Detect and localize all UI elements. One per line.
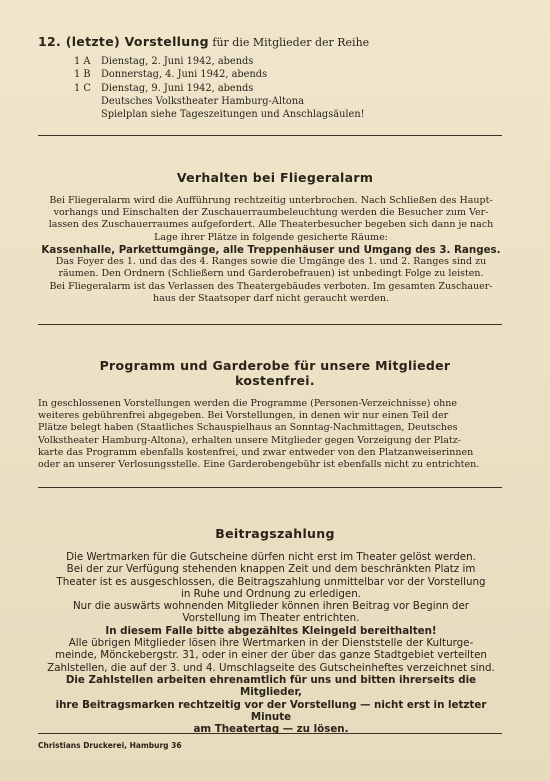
air-raid-title: Verhalten bei Fliegeralarm xyxy=(176,170,374,185)
performance-code: 1 B xyxy=(74,69,91,81)
divider xyxy=(38,324,502,325)
text-line: lassen des Zuschauerraumes aufgefordert. Alle Theaterbesucher begeben sich dann je nach xyxy=(48,219,494,231)
text-line: Lage ihrer Plätze in folgende gesicherte Räume: xyxy=(154,231,388,243)
text-line: meinde, Mönckebergstr. 31, oder in einer der über das ganze Stadtgebiet verteilten xyxy=(55,649,487,662)
text-line: ihre Beitragsmarken rechtzeitig vor der Vorstellung — nicht erst in letzter Minute xyxy=(55,698,487,723)
performance-code: 1 A xyxy=(74,56,91,67)
air-raid-text xyxy=(38,195,504,305)
text-line: Alle übrigen Mitglieder lösen ihre Wertmarken in der Dienststelle der Kulturge- xyxy=(68,637,474,650)
performance-date: Dienstag, 9. Juni 1942, abends xyxy=(101,82,254,94)
text-line: haus der Staatsoper darf nicht geraucht werden. xyxy=(152,292,390,304)
performance-date: Dienstag, 2. Juni 1942, abends xyxy=(101,56,254,67)
text-line: Nur die auswärts wohnenden Mitglieder können ihren Beitrag vor Beginn der xyxy=(72,600,470,613)
text-line: Zahlstellen, die auf der 3. und 4. Umschlagseite des Gutscheinheftes verzeichnet sind. xyxy=(47,661,495,674)
divider xyxy=(38,135,502,136)
text-line: Bei Fliegeralarm wird die Aufführung rechtzeitig unterbrochen. Nach Schließen des Haupt- xyxy=(49,195,493,206)
payment-title: Beitragszahlung xyxy=(215,526,335,541)
kleingeld-emphasis: In diesem Falle bitte abgezähltes Kleingeld bereithalten! xyxy=(105,624,437,637)
text-line: vorhangs und Einschalten der Zuschauerraumbeleuchtung werden die Besucher zum Ver- xyxy=(53,207,489,219)
performance-row xyxy=(74,82,365,95)
text-line: weiteres gebührenfrei abgegeben. Bei Vorstellungen, in denen wir nur einen Teil der xyxy=(38,410,449,422)
performance-list xyxy=(74,55,365,121)
performance-date: Donnerstag, 4. Juni 1942, abends xyxy=(101,69,268,81)
text-line: Plätze belegt haben (Staatliches Schauspielhaus an Sonntag-Nachmittagen, Deutsches xyxy=(38,422,458,434)
program-text xyxy=(38,398,504,471)
text-line: in Ruhe und Ordnung zu erledigen. xyxy=(181,587,361,600)
performance-title: 12. (letzte) Vorstellung xyxy=(38,34,209,49)
program-title xyxy=(0,358,550,388)
divider xyxy=(38,487,502,488)
text-line: Die Wertmarken für die Gutscheine dürfen nicht erst im Theater gelöst werden. xyxy=(66,551,476,563)
text-line: karte das Programm ebenfalls kostenfrei, und zwar entweder von den Platzanweiserinnen xyxy=(38,446,474,458)
text-line: Das Foyer des 1. und das des 4. Ranges sowie die Umgänge des 1. und 2. Ranges sind zu xyxy=(55,256,487,268)
performance-subtitle: für die Mitglieder der Reihe xyxy=(212,36,370,49)
text-line: In geschlossenen Vorstellungen werden die Programme (Personen-Verzeichnisse) ohne xyxy=(38,398,458,409)
text-line: Vorstellung im Theater entrichten. xyxy=(182,612,360,625)
program-title-line: Programm und Garderobe für unsere Mitglieder xyxy=(99,358,451,373)
schedule-note: Spielplan siehe Tageszeitungen und Anschlagsäulen! xyxy=(101,109,365,121)
text-line: am Theatertag — zu lösen. xyxy=(193,723,349,736)
text-line: räumen. Den Ordnern (Schließern und Garderobefrauen) ist unbedingt Folge zu leisten. xyxy=(58,268,484,280)
printer-imprint: Christians Druckerei, Hamburg 36 xyxy=(38,741,182,750)
safe-rooms-emphasis: Kassenhalle, Parkettumgänge, alle Treppenhäuser und Umgang des 3. Ranges. xyxy=(41,243,501,256)
text-line: oder an unserer Verlosungsstelle. Eine Garderobengebühr ist ebenfalls nicht zu entrichten. xyxy=(38,459,480,471)
text-line: Theater ist es ausgeschlossen, die Beitragszahlung unmittelbar vor der Vorstellung xyxy=(56,575,486,588)
text-line: Volkstheater Hamburg-Altona), erhalten unsere Mitglieder gegen Vorzeigung der Platz- xyxy=(38,434,461,446)
performance-row xyxy=(74,68,365,81)
performance-code: 1 C xyxy=(74,82,91,94)
text-line: Bei der zur Verfügung stehenden knappen Zeit und dem beschränkten Platz im xyxy=(66,563,476,576)
divider xyxy=(38,733,502,734)
performance-row xyxy=(74,55,365,68)
venue: Deutsches Volkstheater Hamburg-Altona xyxy=(101,95,304,107)
text-line: Die Zahlstellen arbeiten ehrenamtlich für uns und bitten ihrerseits die Mitglieder, xyxy=(65,673,477,699)
program-title-line: kostenfrei. xyxy=(235,373,315,388)
payment-text xyxy=(38,551,504,735)
performance-header xyxy=(38,34,369,49)
text-line: Bei Fliegeralarm ist das Verlassen des Theatergebäudes verboten. Im gesamten Zuschauer- xyxy=(49,280,493,292)
